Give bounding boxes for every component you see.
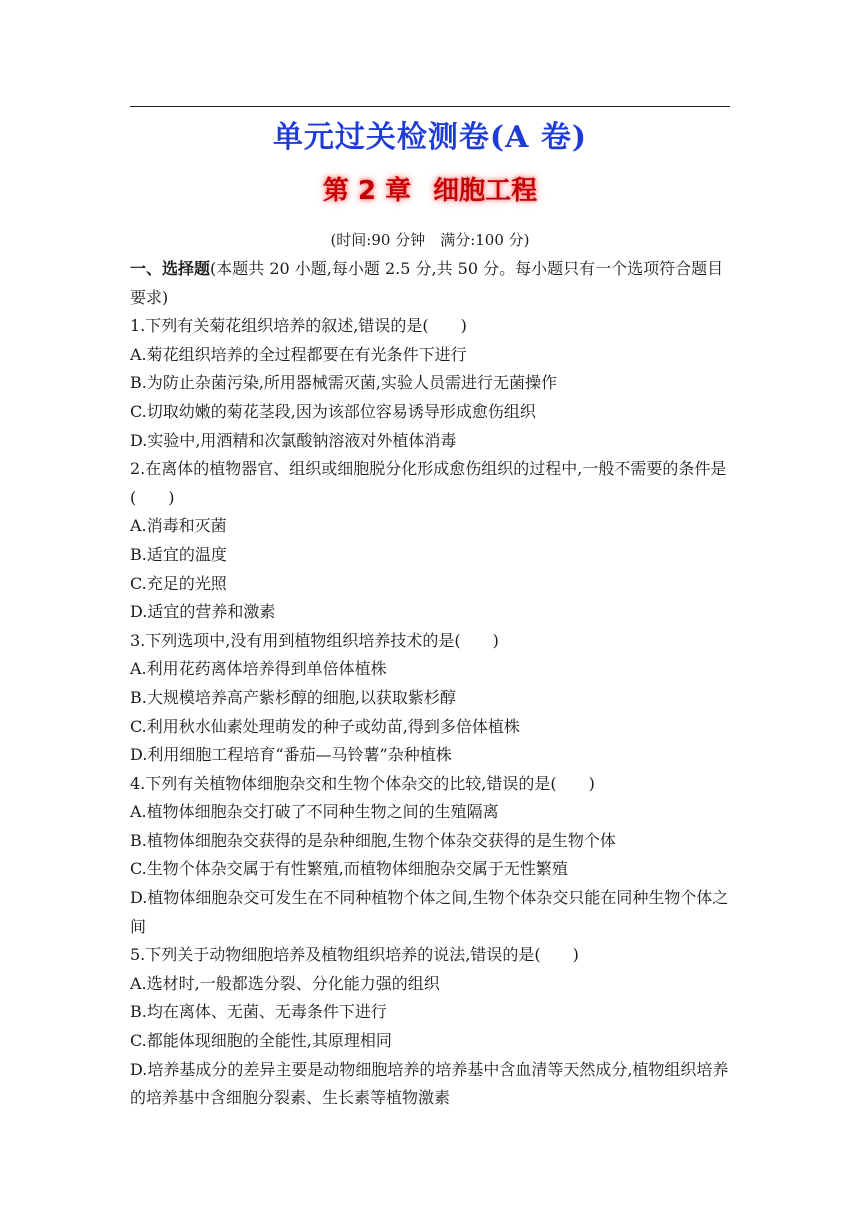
option-c: C.都能体现细胞的全能性,其原理相同 [130,1031,392,1051]
option-b: B.为防止杂菌污染,所用器械需灭菌,实验人员需进行无菌操作 [130,373,558,393]
option-a: A.利用花药离体培养得到单倍体植株 [130,659,387,679]
question-stem: 4.下列有关植物体细胞杂交和生物个体杂交的比较,错误的是( ) [130,773,595,793]
question-stem: 2.在离体的植物器官、组织或细胞脱分化形成愈伤组织的过程中,一般不需要的条件是( ) [130,459,727,507]
option-a: A.菊花组织培养的全过程都要在有光条件下进行 [130,344,467,364]
option-d: D.利用细胞工程培育“番茄—马铃薯”杂种植株 [130,745,452,765]
option-b: B.适宜的温度 [130,544,227,564]
section-note: (本题共 20 小题,每小题 2.5 分,共 50 分。每小题只有一个选项符合题目要求) [130,259,724,307]
option-d: D.培养基成分的差异主要是动物细胞培养的培养基中含血清等天然成分,植物组织培养的培养基中含细胞分裂素、生长素等植物激素 [130,1059,729,1108]
question-stem: 1.下列有关菊花组织培养的叙述,错误的是( ) [130,316,467,336]
option-c: C.充足的光照 [130,573,227,593]
exam-meta: (时间:90 分钟 满分:100 分) [330,231,530,249]
option-b: B.大规模培养高产紫杉醇的细胞,以获取紫杉醇 [130,687,456,707]
question-stem: 5.下列关于动物细胞培养及植物组织培养的说法,错误的是( ) [130,945,579,965]
question-stem: 3.下列选项中,没有用到植物组织培养技术的是( ) [130,630,499,650]
question-4 [130,770,730,942]
option-c: C.生物个体杂交属于有性繁殖,而植物体细胞杂交属于无性繁殖 [130,859,568,879]
page-title: 单元过关检测卷(A 卷) [272,120,588,155]
option-b: B.均在离体、无菌、无毒条件下进行 [130,1002,387,1022]
option-c: C.利用秋水仙素处理萌发的种子或幼苗,得到多倍体植株 [130,716,520,736]
option-a: A.选材时,一般都选分裂、分化能力强的组织 [130,973,440,993]
option-d: D.适宜的营养和激素 [130,602,276,622]
chapter-title [0,170,860,207]
option-c: C.切取幼嫩的菊花茎段,因为该部位容易诱导形成愈伤组织 [130,401,536,421]
option-d: D.实验中,用酒精和次氯酸钠溶液对外植体消毒 [130,430,457,450]
section-heading [130,255,730,312]
question-2 [130,455,730,627]
option-d: D.植物体细胞杂交可发生在不同种植物个体之间,生物个体杂交只能在同种生物个体之间 [130,888,729,936]
chapter-number: 第 2 章 [322,176,412,206]
option-a: A.消毒和灭菌 [130,516,227,536]
question-5 [130,941,730,1113]
section-title: 一、选择题 [130,259,211,278]
question-3 [130,627,730,770]
question-1 [130,312,730,455]
option-a: A.植物体细胞杂交打破了不同种生物之间的生殖隔离 [130,802,499,822]
header-rule [130,106,730,107]
chapter-name: 细胞工程 [433,176,538,206]
option-b: B.植物体细胞杂交获得的是杂种细胞,生物个体杂交获得的是生物个体 [130,830,616,850]
question-list [130,255,730,1113]
